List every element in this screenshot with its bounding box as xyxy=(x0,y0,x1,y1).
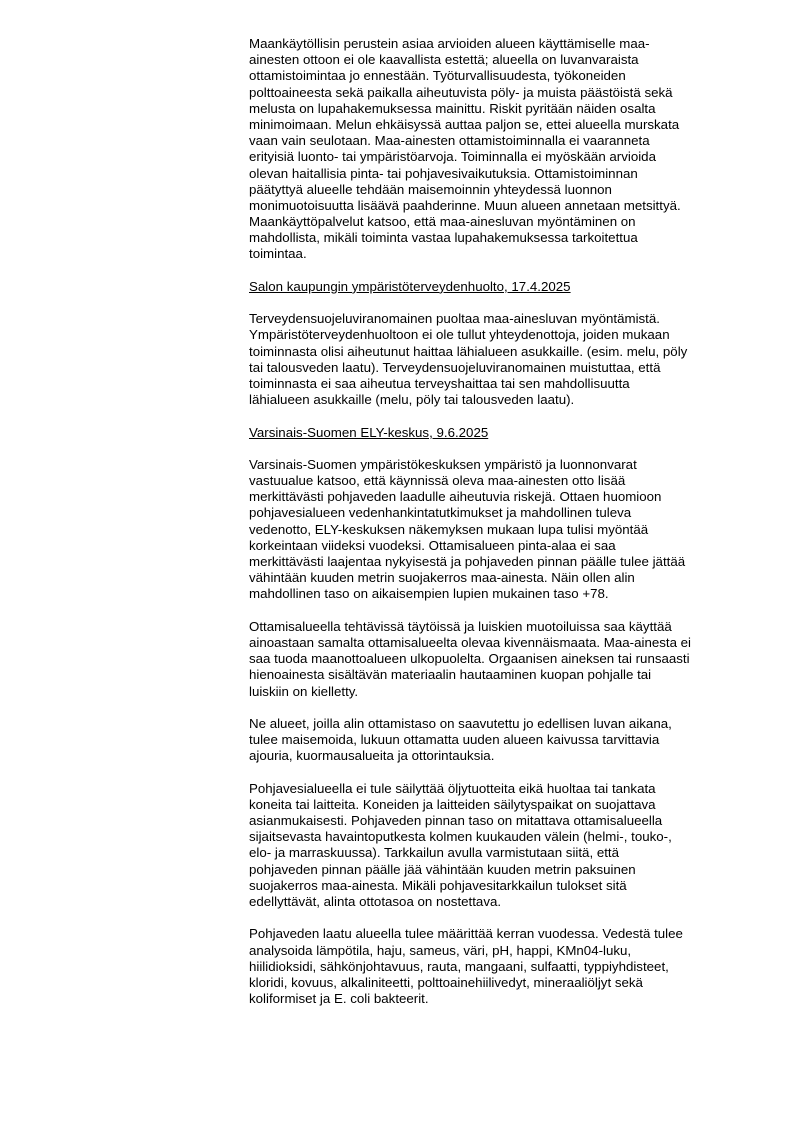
text-line: lähialueen asukkaille (melu, pöly tai talousveden laatu). xyxy=(249,392,575,408)
text-line: korkeintaan viideksi vuodeksi. Ottamisalueen pinta-alaa ei saa xyxy=(249,537,616,553)
text-line: vähintään kuuden metrin suojakerros maa-ainesta. Näin ollen alin xyxy=(249,570,635,586)
text-line: suojakerros maa-ainesta. Mikäli pohjavesitarkkailun tulokset sitä xyxy=(249,877,627,893)
paragraph-groundwater-protection xyxy=(249,781,719,911)
text-line: asianmukaisesti. Pohjaveden pinnan taso on mitattava ottamisalueella xyxy=(249,813,663,829)
text-line: Maankäytöllisin perustein asiaa arvioiden alueen käyttämiselle maa- xyxy=(249,36,650,51)
text-line: ajouria, kuormausalueita ja ottorintauksia. xyxy=(249,748,495,764)
text-line: vastuualue katsoo, että käynnissä oleva maa-ainesten otto lisää xyxy=(249,473,626,489)
text-line: melusta on lupahakemuksessa mainittu. Riskit pyritään näiden osalta xyxy=(249,100,656,116)
text-line: monimuotoisuutta lisäävä paahderinne. Muun alueen annetaan metsittyä. xyxy=(249,197,681,213)
text-line: analysoida lämpötila, haju, sameus, väri, pH, happi, KMn04-luku, xyxy=(249,942,632,958)
text-line: vaan vain seulotaan. Maa-ainesten ottamistoiminnalla ei vaaranneta xyxy=(249,133,650,149)
text-line: Pohjaveden laatu alueella tulee määrittää kerran vuodessa. Vedestä tulee xyxy=(249,926,683,942)
text-line: Varsinais-Suomen ympäristökeskuksen ympäristö ja luonnonvarat xyxy=(249,456,637,472)
section-heading-ely-centre: Varsinais-Suomen ELY-keskus, 9.6.2025 xyxy=(249,424,489,440)
text-line: Pohjavesialueella ei tule säilyttää öljytuotteita eikä huoltaa tai tankata xyxy=(249,780,656,796)
text-line: toiminnasta ei saa aiheutua terveyshaittaa tai sen mahdollisuutta xyxy=(249,375,630,391)
text-line: olevan haitallisia pinta- tai pohjavesivaikutuksia. Ottamistoiminnan xyxy=(249,165,638,181)
section-heading-salo-environmental-health: Salon kaupungin ympäristöterveydenhuolto, 17.4.2025 xyxy=(249,278,571,294)
text-line: sijaitsevasta havaintoputkesta kolmen kuukauden välein (helmi-, touko-, xyxy=(249,829,672,845)
text-line: merkittävästi pohjaveden laadulle aiheutuvia riskejä. Ottaen huomioon xyxy=(249,489,662,505)
text-line: minimoimaan. Melun ehkäisyssä auttaa paljon se, ettei alueella murskata xyxy=(249,116,680,132)
text-line: koneita tai laitteita. Koneiden ja laitteiden säilytyspaikat on suojattava xyxy=(249,796,656,812)
text-line: tai talousveden laatu). Terveydensuojeluviranomainen muistuttaa, että xyxy=(249,359,661,375)
paragraph-water-quality-analysis xyxy=(249,926,719,1007)
text-line: pohjaveden pinnan päälle jää vähintään kuuden metrin paksuinen xyxy=(249,861,636,877)
text-line: koliformiset ja E. coli bakteerit. xyxy=(249,991,429,1007)
text-line: Ympäristöterveydenhuoltoon ei ole tullut yhteydenottoja, joiden mukaan xyxy=(249,327,670,343)
text-line: Terveydensuojeluviranomainen puoltaa maa-ainesluvan myöntämistä. xyxy=(249,311,660,327)
text-line: edellyttävät, alinta ottotasoa on nostettava. xyxy=(249,893,502,909)
paragraph-ely-statement xyxy=(249,457,719,603)
paragraph-fill-materials xyxy=(249,619,719,700)
text-line: hiilidioksidi, sähkönjohtavuus, rauta, mangaani, sulfaatti, typpiyhdisteet, xyxy=(249,958,669,974)
text-line: päätyttyä alueelle tehdään maisemoinnin yhteydessä luonnon xyxy=(249,181,612,197)
text-line: mahdollista, mikäli toiminta vastaa lupahakemuksessa tarkoitettua xyxy=(249,230,638,246)
text-line: elo- ja marraskuussa). Tarkkailun avulla varmistutaan siitä, että xyxy=(249,845,620,861)
text-line: ottamistoimintaa jo ennestään. Työturvallisuudesta, työkoneiden xyxy=(249,68,626,84)
text-line: ainoastaan samalta ottamisalueelta olevaa kivennäismaata. Maa-ainesta ei xyxy=(249,634,692,650)
text-line: mahdollinen taso on aikaisempien lupien mukainen taso +78. xyxy=(249,586,609,602)
text-line: vedenotto, ELY-keskuksen näkemyksen mukaan lupa tulisi myöntää xyxy=(249,521,649,537)
document-page xyxy=(249,36,719,1023)
text-line: pohjavesialueen vedenhankintatutkimukset ja mahdollinen tuleva xyxy=(249,505,632,521)
text-line: luiskiin on kielletty. xyxy=(249,683,359,699)
text-line: toimintaa. xyxy=(249,246,307,262)
text-line: erityisiä luonto- tai ympäristöarvoja. Toiminnalla ei myöskään arvioida xyxy=(249,149,656,165)
text-line: kloridi, kovuus, alkaliniteetti, polttoainehiilivedyt, mineraaliöljyt sekä xyxy=(249,974,643,990)
paragraph-land-use-assessment xyxy=(249,36,719,263)
text-line: merkittävästi laajentaa nykyisestä ja pohjaveden pinnan päälle tulee jättää xyxy=(249,554,686,570)
paragraph-health-authority-statement xyxy=(249,311,719,408)
text-line: saa tuoda maanottoalueen ulkopuolelta. Orgaanisen aineksen tai runsaasti xyxy=(249,651,690,667)
text-line: toiminnasta olisi aiheutunut haittaa lähialueen asukkaille. (esim. melu, pöly xyxy=(249,343,688,359)
text-line: ainesten ottoon ei ole kaavallista estettä; alueella on luvanvaraista xyxy=(249,52,639,68)
paragraph-landscaping xyxy=(249,716,719,765)
text-line: Ne alueet, joilla alin ottamistaso on saavutettu jo edellisen luvan aikana, xyxy=(249,715,672,731)
text-line: hienoainesta sisältävän materiaalin hautaaminen kuopan pohjalle tai xyxy=(249,667,652,683)
text-line: tulee maisemoida, lukuun ottamatta uuden alueen kaivussa tarvittavia xyxy=(249,732,660,748)
text-line: Maankäyttöpalvelut katsoo, että maa-ainesluvan myöntäminen on xyxy=(249,214,636,230)
text-line: Ottamisalueella tehtävissä täytöissä ja luiskien muotoiluissa saa käyttää xyxy=(249,618,672,634)
text-line: polttoaineesta sekä paikalla aiheutuvista pöly- ja muista päästöistä sekä xyxy=(249,84,673,100)
